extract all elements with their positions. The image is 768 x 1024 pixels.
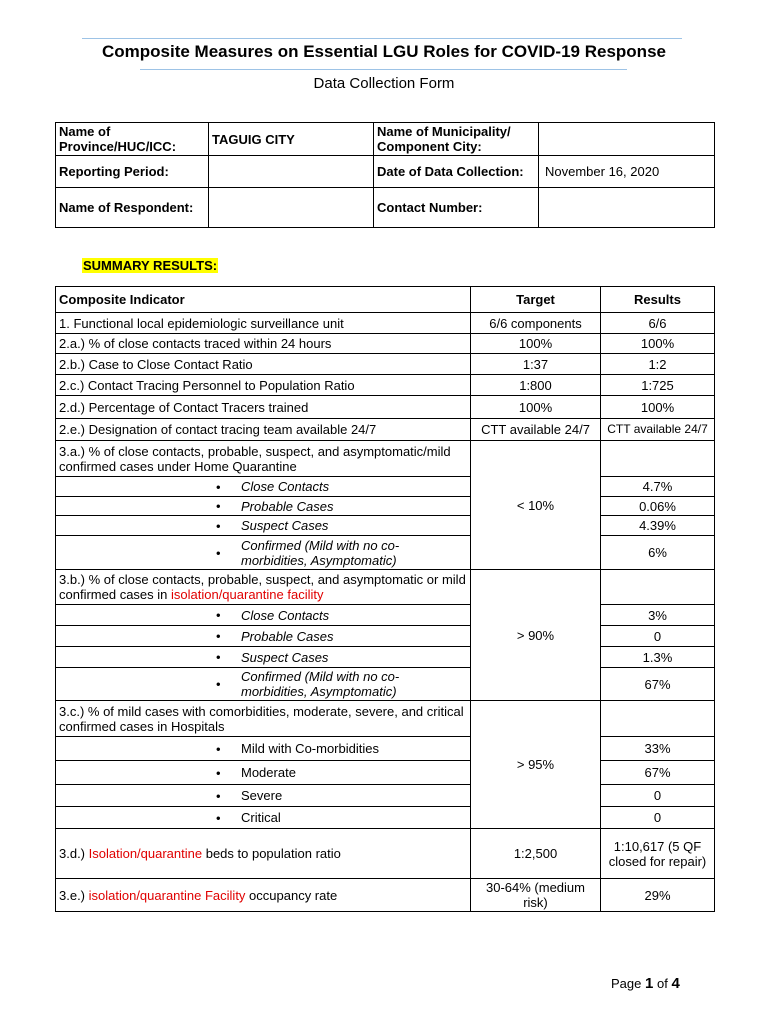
table-row	[56, 536, 715, 570]
result-cell: 4.39%	[601, 516, 715, 536]
indicator-subitem	[56, 785, 471, 807]
table-row	[56, 829, 715, 879]
subitem-label: Confirmed (Mild with no co-morbidities, Asymptomatic)	[241, 537, 400, 568]
table-row	[56, 441, 715, 477]
target-cell: 1:2,500	[471, 829, 601, 879]
subitem-label: Suspect Cases	[241, 518, 329, 533]
table-row	[56, 375, 715, 396]
target-cell: 1:800	[471, 375, 601, 396]
bullet-icon: •	[216, 607, 221, 623]
result-cell: 3%	[601, 605, 715, 626]
top-rule	[82, 38, 682, 39]
bullet-icon: •	[216, 765, 221, 780]
page-total: 4	[671, 975, 680, 992]
page-current: 1	[645, 975, 654, 992]
page-subtitle: Data Collection Form	[313, 75, 455, 92]
indicator-subitem	[56, 477, 471, 497]
bullet-icon: •	[216, 479, 221, 494]
indicator-subitem	[56, 536, 471, 570]
result-cell: 6/6	[601, 313, 715, 334]
summary-results-table	[55, 286, 715, 912]
province-label: Name of Province/HUC/ICC:	[56, 123, 209, 156]
target-cell: > 95%	[471, 701, 601, 829]
target-cell: > 90%	[471, 570, 601, 701]
result-cell: 0	[601, 626, 715, 647]
municipality-value	[539, 123, 715, 156]
target-cell: CTT available 24/7	[471, 419, 601, 441]
respondent-label: Name of Respondent:	[56, 188, 209, 228]
result-cell: 0	[601, 807, 715, 829]
subitem-label: Close Contacts	[241, 479, 330, 494]
bullet-icon: •	[216, 741, 221, 756]
table-row	[56, 626, 715, 647]
target-cell: < 10%	[471, 441, 601, 570]
indicator-cell: 2.c.) Contact Tracing Personnel to Population Ratio	[56, 375, 471, 396]
indicator-subitem	[56, 807, 471, 829]
result-cell: 1:2	[601, 354, 715, 375]
indicator-cell	[56, 570, 471, 605]
indicator-subitem	[56, 668, 471, 701]
result-cell	[601, 570, 715, 605]
table-row	[56, 701, 715, 737]
indicator-highlight: Isolation/quarantine	[88, 846, 203, 861]
indicator-cell: 2.b.) Case to Close Contact Ratio	[56, 354, 471, 375]
table-row	[56, 668, 715, 701]
subitem-label: Critical	[241, 810, 281, 825]
subitem-label: Probable Cases	[241, 498, 334, 514]
header-results: Results	[601, 287, 715, 313]
period-value	[209, 156, 374, 188]
target-cell: 100%	[471, 396, 601, 419]
table-row	[56, 879, 715, 912]
respondent-info-table	[55, 122, 715, 228]
bullet-icon: •	[216, 788, 221, 803]
indicator-text: beds to population ratio	[202, 846, 341, 861]
bullet-icon: •	[216, 518, 221, 533]
indicator-cell: 3.a.) % of close contacts, probable, suspect, and asymptomatic/mild confirmed cases under Home Quarantine	[56, 441, 471, 477]
result-cell	[601, 441, 715, 477]
page-prefix: Page	[611, 976, 642, 991]
title-underline	[140, 69, 627, 70]
indicator-subitem	[56, 626, 471, 647]
result-cell: 4.7%	[601, 477, 715, 497]
indicator-cell	[56, 829, 471, 879]
indicator-cell: 2.d.) Percentage of Contact Tracers trained	[56, 396, 471, 419]
result-cell: 67%	[601, 668, 715, 701]
bullet-icon: •	[216, 628, 221, 644]
indicator-subitem	[56, 761, 471, 785]
table-row	[56, 419, 715, 441]
indicator-cell: 3.c.) % of mild cases with comorbidities, moderate, severe, and critical confirmed cases in Hospitals	[56, 701, 471, 737]
result-cell: 67%	[601, 761, 715, 785]
table-row	[56, 605, 715, 626]
contact-value	[539, 188, 715, 228]
table-row	[56, 570, 715, 605]
respondent-value	[209, 188, 374, 228]
indicator-text: 3.e.)	[59, 887, 89, 903]
table-row	[56, 785, 715, 807]
indicator-highlight: isolation/quarantine Facility	[88, 887, 246, 903]
result-cell: 0	[601, 785, 715, 807]
target-cell: 100%	[471, 334, 601, 354]
indicator-subitem	[56, 497, 471, 516]
table-row	[56, 313, 715, 334]
indicator-cell: 2.a.) % of close contacts traced within 24 hours	[56, 334, 471, 354]
result-cell: 1.3%	[601, 647, 715, 668]
indicator-text: occupancy rate	[245, 887, 338, 903]
indicator-text: 3.b.) % of close contacts, probable, suspect, and asymptomatic or mild confirmed cases in	[59, 572, 466, 602]
result-cell	[601, 701, 715, 737]
bullet-icon: •	[216, 498, 221, 514]
subitem-label: Probable Cases	[241, 628, 334, 644]
target-cell: 6/6 components	[471, 313, 601, 334]
table-row	[56, 497, 715, 516]
indicator-cell: 2.e.) Designation of contact tracing team available 24/7	[56, 419, 471, 441]
header-target: Target	[471, 287, 601, 313]
subitem-label: Moderate	[241, 765, 296, 780]
table-row	[56, 807, 715, 829]
target-cell: 30-64% (medium risk)	[471, 879, 601, 912]
date-label: Date of Data Collection:	[374, 156, 539, 188]
indicator-subitem	[56, 516, 471, 536]
bullet-icon: •	[216, 649, 221, 665]
result-cell: 1:10,617 (5 QF closed for repair)	[601, 829, 715, 879]
indicator-subitem	[56, 605, 471, 626]
bullet-icon: •	[216, 810, 221, 825]
indicator-text: 3.d.)	[59, 846, 89, 861]
result-cell: 0.06%	[601, 497, 715, 516]
bullet-icon: •	[216, 676, 221, 692]
target-cell: 1:37	[471, 354, 601, 375]
subitem-label: Severe	[241, 788, 283, 803]
result-cell: 100%	[601, 396, 715, 419]
result-cell: 29%	[601, 879, 715, 912]
subitem-label: Mild with Co-morbidities	[241, 741, 379, 756]
page-separator: of	[656, 976, 668, 991]
page-number	[611, 975, 680, 992]
province-value: TAGUIG CITY	[209, 123, 374, 156]
result-cell: 6%	[601, 536, 715, 570]
subitem-label: Close Contacts	[241, 607, 330, 623]
table-row	[56, 334, 715, 354]
indicator-cell: 1. Functional local epidemiologic surveillance unit	[56, 313, 471, 334]
result-cell: 1:725	[601, 375, 715, 396]
indicator-subitem	[56, 647, 471, 668]
table-row	[56, 396, 715, 419]
indicator-highlight: isolation/quarantine facility	[171, 587, 324, 602]
table-row	[56, 761, 715, 785]
table-row	[56, 516, 715, 536]
summary-results-label: SUMMARY RESULTS:	[83, 258, 218, 273]
municipality-label: Name of Municipality/ Component City:	[374, 123, 539, 156]
period-label: Reporting Period:	[56, 156, 209, 188]
table-row	[56, 354, 715, 375]
date-value: November 16, 2020	[539, 156, 715, 188]
header-indicator: Composite Indicator	[56, 287, 471, 313]
result-cell: CTT available 24/7	[601, 419, 715, 441]
subitem-label: Suspect Cases	[241, 649, 329, 665]
bullet-icon: •	[216, 545, 221, 560]
indicator-cell	[56, 879, 471, 912]
indicator-subitem	[56, 737, 471, 761]
table-row	[56, 477, 715, 497]
page-title: Composite Measures on Essential LGU Roles for COVID-19 Response	[102, 42, 666, 61]
contact-label: Contact Number:	[374, 188, 539, 228]
result-cell: 33%	[601, 737, 715, 761]
result-cell: 100%	[601, 334, 715, 354]
subitem-label: Confirmed (Mild with no co-morbidities, Asymptomatic)	[241, 669, 400, 699]
table-row	[56, 647, 715, 668]
table-row	[56, 737, 715, 761]
